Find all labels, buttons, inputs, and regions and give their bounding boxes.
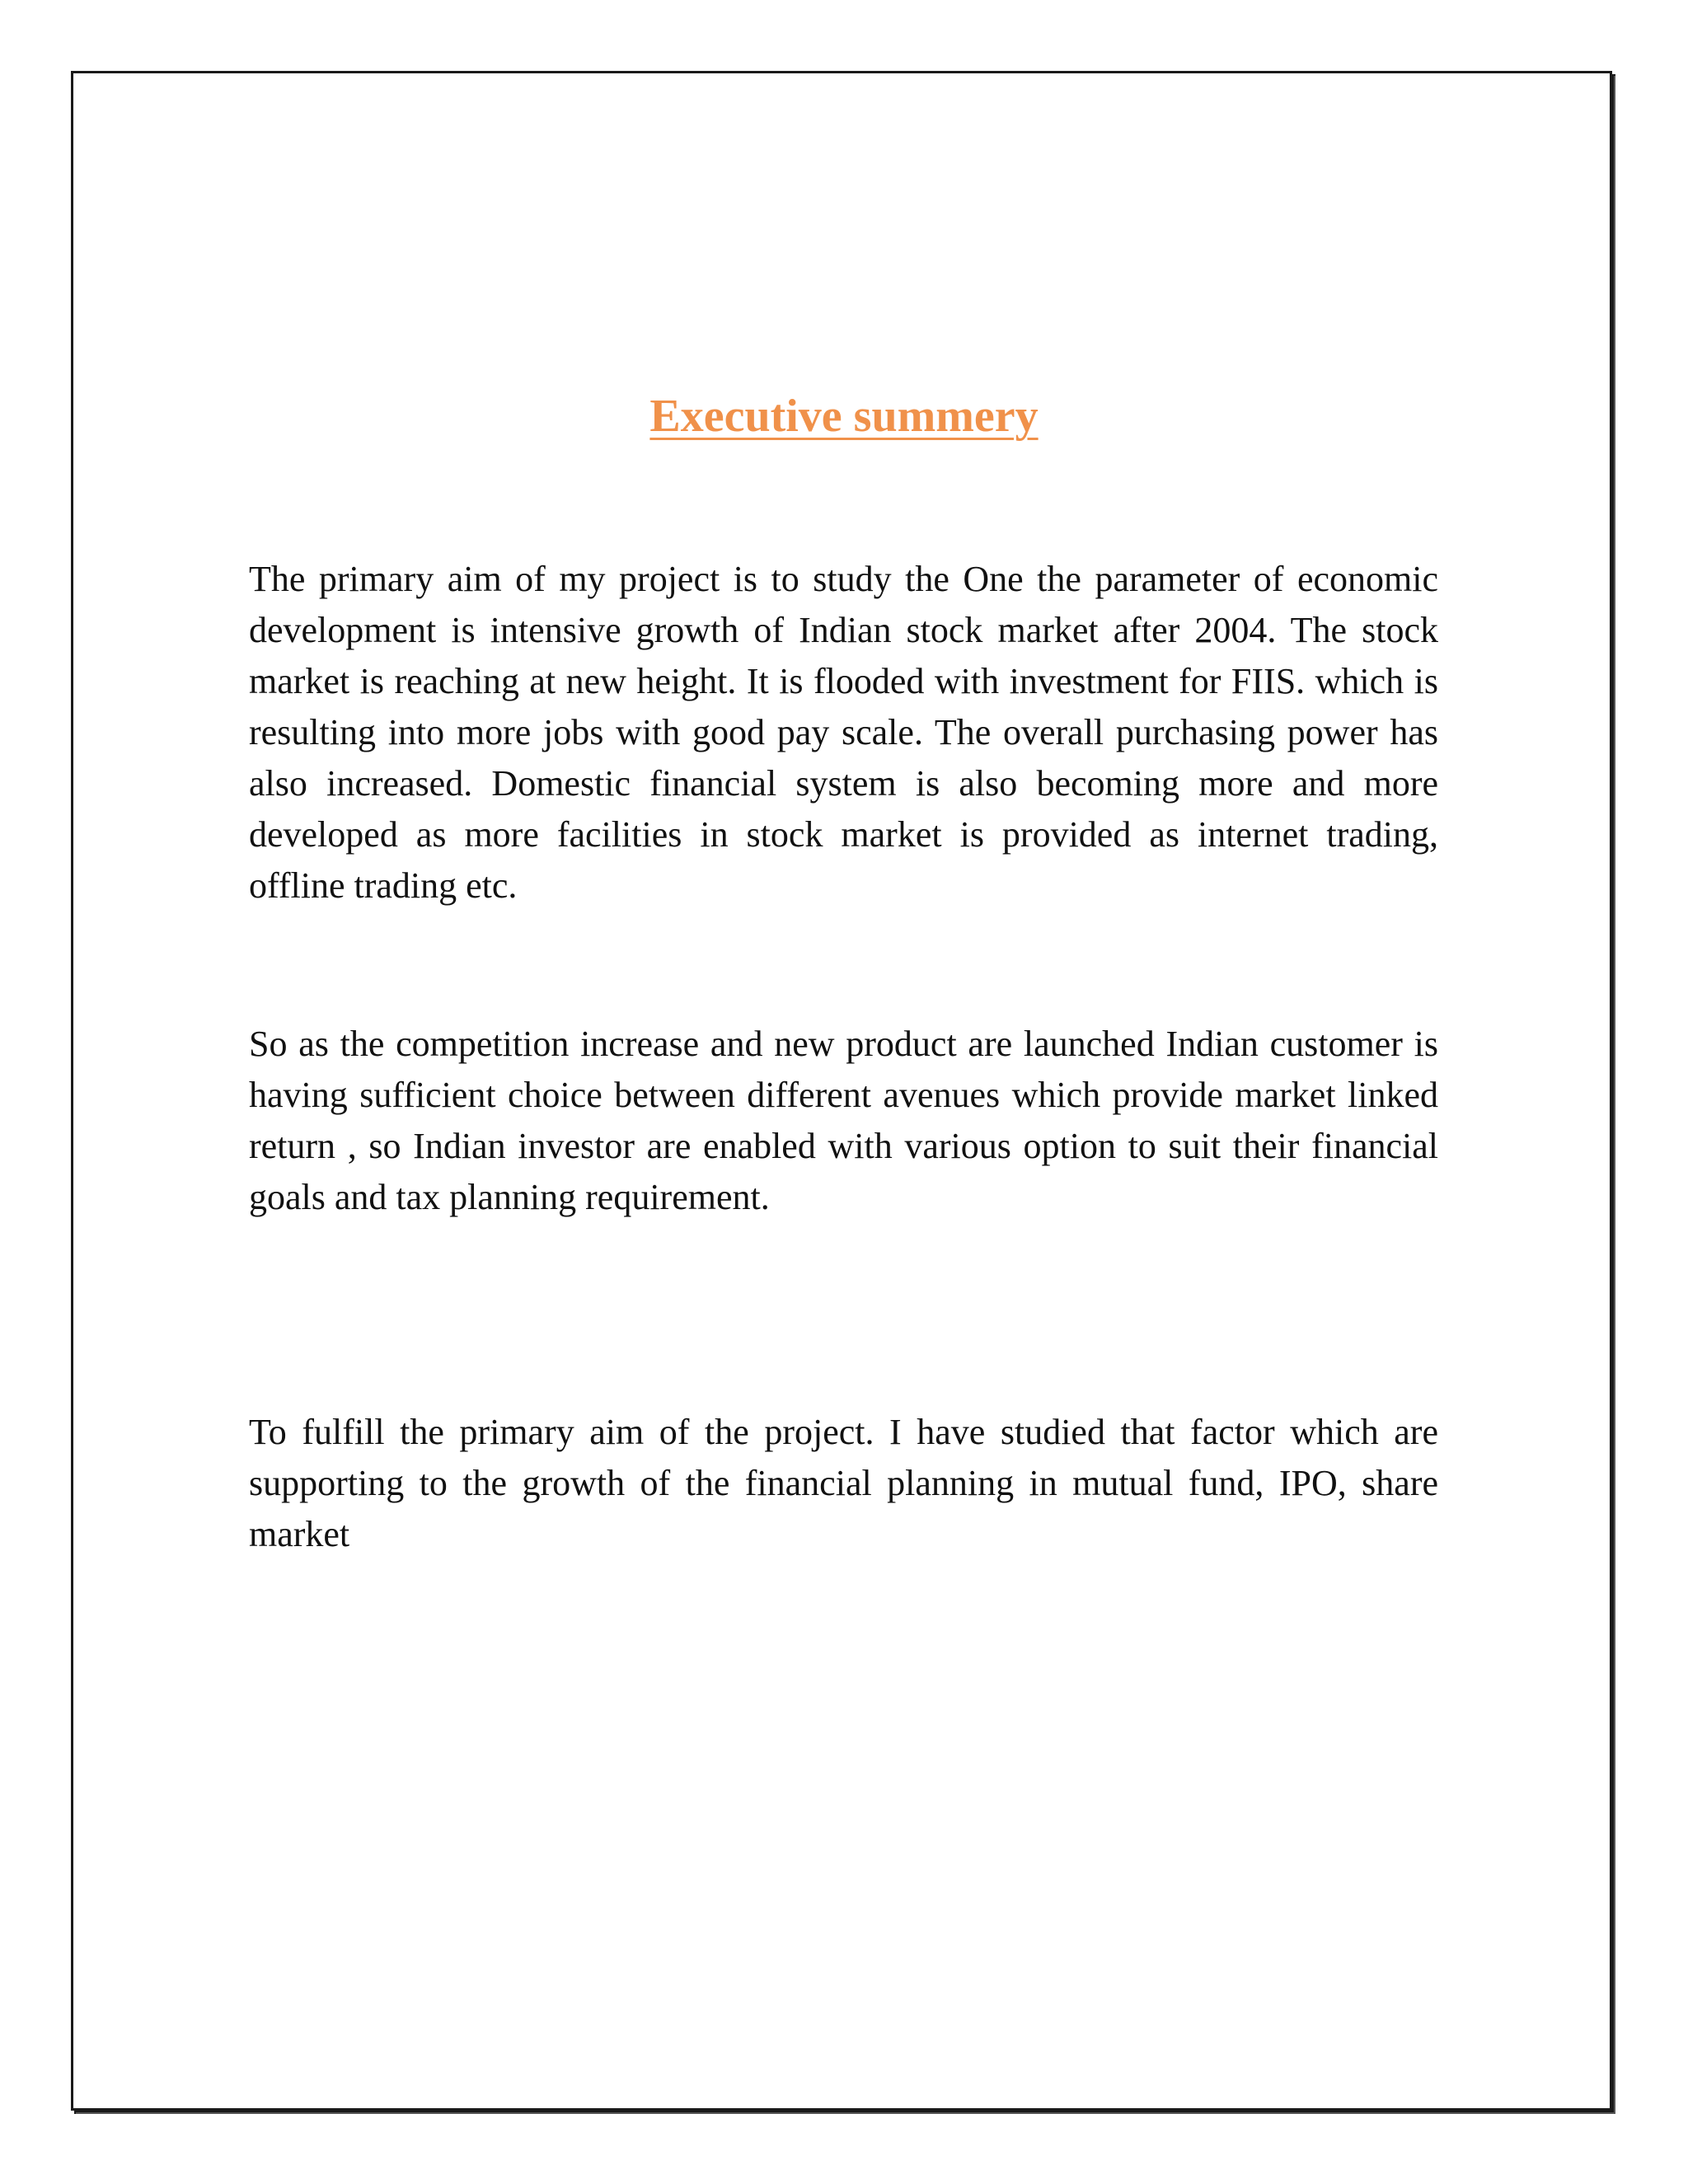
paragraph-1: The primary aim of my project is to study the One the parameter of economic development is intensive growth of Indian stock market after 2004. The stock market is reaching at new height. It is flooded with investment for FIIS. which is resulting into more jobs with good pay scale. The overall purchasing power has also increased. Domestic financial system is also becoming more and more developed as more facilities in stock market is provided as internet trading, offline trading etc. xyxy=(249,559,1438,906)
page-title: Executive summery xyxy=(649,391,1039,442)
paragraph-2: So as the competition increase and new product are launched Indian customer is having sufficient choice between different avenues which provide market linked return , so Indian investor are enabled with various option to suit their financial goals and tax planning requirement. xyxy=(249,1024,1438,1217)
paragraph-3: To fulfill the primary aim of the project. I have studied that factor which are supporting to the growth of the financial planning in mutual fund, IPO, share market xyxy=(249,1412,1438,1554)
